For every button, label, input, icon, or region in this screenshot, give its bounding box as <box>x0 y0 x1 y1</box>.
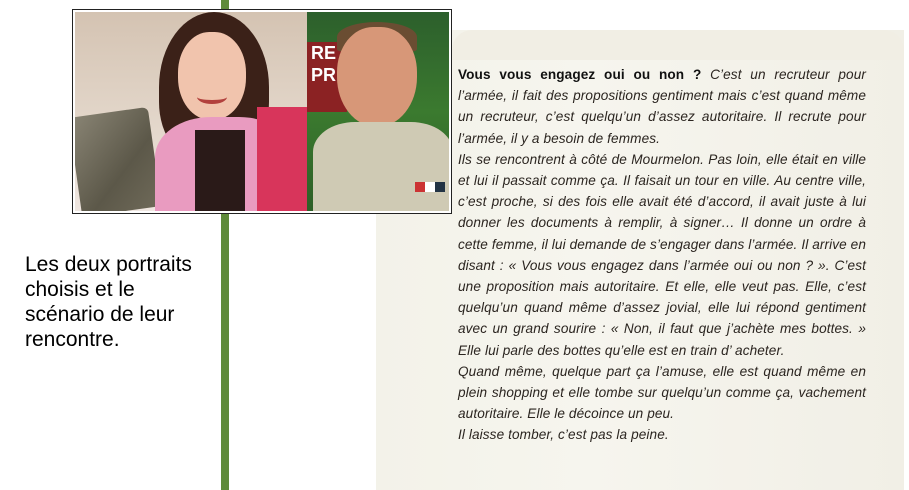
article-paragraph-3: Quand même, quelque part ça l’amuse, elle est quand même en plein shopping et elle tombe sur quelqu’un comme ça, vachement autoritaire. Elle le décoince un peu. <box>458 363 866 422</box>
article-paragraph-1 <box>458 64 866 149</box>
article-clipping-top <box>452 30 904 60</box>
woman-smile <box>197 90 227 104</box>
flag-badge <box>415 182 445 192</box>
slide-caption: Les deux portraits choisis et le scénario de leur rencontre. <box>25 253 192 351</box>
poster-fragment: RE PR <box>307 42 347 112</box>
article-paragraph-2: Ils se rencontrent à côté de Mourmelon. Pas loin, elle était en ville et lui il passait comme ça. Il faisait un tour en ville. Au centre ville, c’est proche, si des fois elle avait été d’accord, il avait juste à lui donner les documents à remplir, à signer… Il donne un ordre à cette femme, il lui demande de s’engager dans l’armée. Il arrive en disant : « Vous vous engagez dans l’armée oui ou non ? ». C’est une proposition mais autoritaire. Et elle, elle veut pas. Elle, c’est quelqu’un quand même d’assez jovial, elle lui répond gentiment avec un grand sourire : « Non, il faut que j’achète mes bottes. » Elle lui parle des bottes qu’elle est en train d’ acheter. <box>458 151 866 358</box>
portrait-photo-frame <box>72 9 452 214</box>
soldier-face <box>337 27 417 127</box>
article-paragraph-4: Il laisse tomber, c’est pas la peine. <box>458 427 669 443</box>
pink-shopping-bag <box>257 107 307 211</box>
woman-face <box>178 32 246 120</box>
handbag-image <box>75 107 162 211</box>
article-paragraph-1-body: C’est un recruteur pour l’armée, il fait des propositions gentiment mais c’est quand même un recruteur, c’est quelqu’un d’assez autoritaire. Il recrute pour l’armée, il y a besoin de femmes. <box>458 67 866 146</box>
article-text <box>458 64 866 446</box>
article-lead: Vous vous engagez oui ou non ? <box>458 67 702 82</box>
soldier-uniform <box>313 122 449 211</box>
woman-shirt <box>195 130 245 211</box>
portrait-photo <box>75 12 449 211</box>
